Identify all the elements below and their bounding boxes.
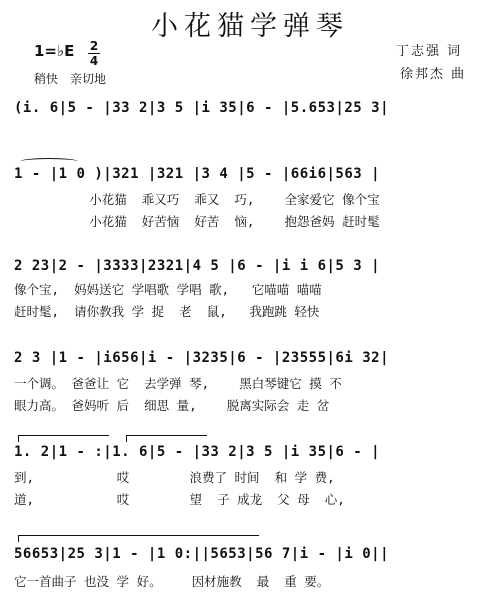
ending-bracket: [18, 535, 259, 542]
first-ending-bracket: [18, 435, 109, 442]
song-title: 小花猫学弹琴: [151, 11, 349, 42]
key-signature: 1=♭E: [34, 42, 75, 60]
notes-line-2: 1 - |1 0 )|321 |321 |3 4 |5 - |66i6|563 |: [14, 166, 381, 182]
lyrics-line-3a: 像个宝, 妈妈送它 学唱歌 学唱 歌, 它喵喵 喵喵: [14, 282, 322, 297]
notes-line-4: 2 3 |1 - |i656|i - |3235|6 - |23555|6i 32|: [14, 350, 390, 366]
second-ending-bracket: [126, 435, 207, 442]
notes-line-3: 2 23|2 - |3333|2321|4 5 |6 - |i i 6|5 3 |: [14, 258, 381, 274]
lyrics-line-5b: 道, 哎 望 子 成龙 父 母 心,: [14, 492, 345, 507]
meter-top: 2: [89, 39, 99, 53]
composer-credit: 徐邦杰 曲: [400, 67, 467, 82]
notes-line-6: 56653|25 3|1 - |1 0:||5653|56 7|i - |i 0||: [14, 546, 390, 562]
notes-line-1: (i. 6|5 - |33 2|3 5 |i 35|6 - |5.653|25 3|: [14, 100, 390, 116]
lyrics-line-3b: 赶时髦, 请你教我 学 捉 老 鼠, 我跑跳 轻快: [14, 304, 320, 319]
tie-arc: [20, 158, 78, 165]
lyrics-line-4a: 一个调。 爸爸让 它 去学弹 琴, 黑白琴键它 摸 不: [14, 376, 342, 391]
lyrics-line-2a: 小花猫 乖又巧 乖又 巧, 全家爱它 像个宝: [14, 192, 380, 207]
lyrics-line-2b: 小花猫 好苦恼 好苦 恼, 抱怨爸妈 赶时髦: [14, 214, 380, 229]
meter-bottom: 4: [89, 54, 99, 68]
lyricist-credit: 丁志强 词: [396, 44, 463, 59]
lyrics-line-6a: 它一首曲子 也没 学 好。 因材施教 最 重 要。: [14, 574, 330, 589]
notes-line-5: 1. 2|1 - :|1. 6|5 - |33 2|3 5 |i 35|6 - |: [14, 444, 381, 460]
lyrics-line-5a: 到, 哎 浪费了 时间 和 学 费,: [14, 470, 335, 485]
expression-marking: 亲切地: [70, 72, 107, 86]
tempo-marking: 稍快: [34, 72, 59, 86]
lyrics-line-4b: 眼力高。 爸妈听 后 细思 量, 脱离实际会 走 岔: [14, 398, 330, 413]
